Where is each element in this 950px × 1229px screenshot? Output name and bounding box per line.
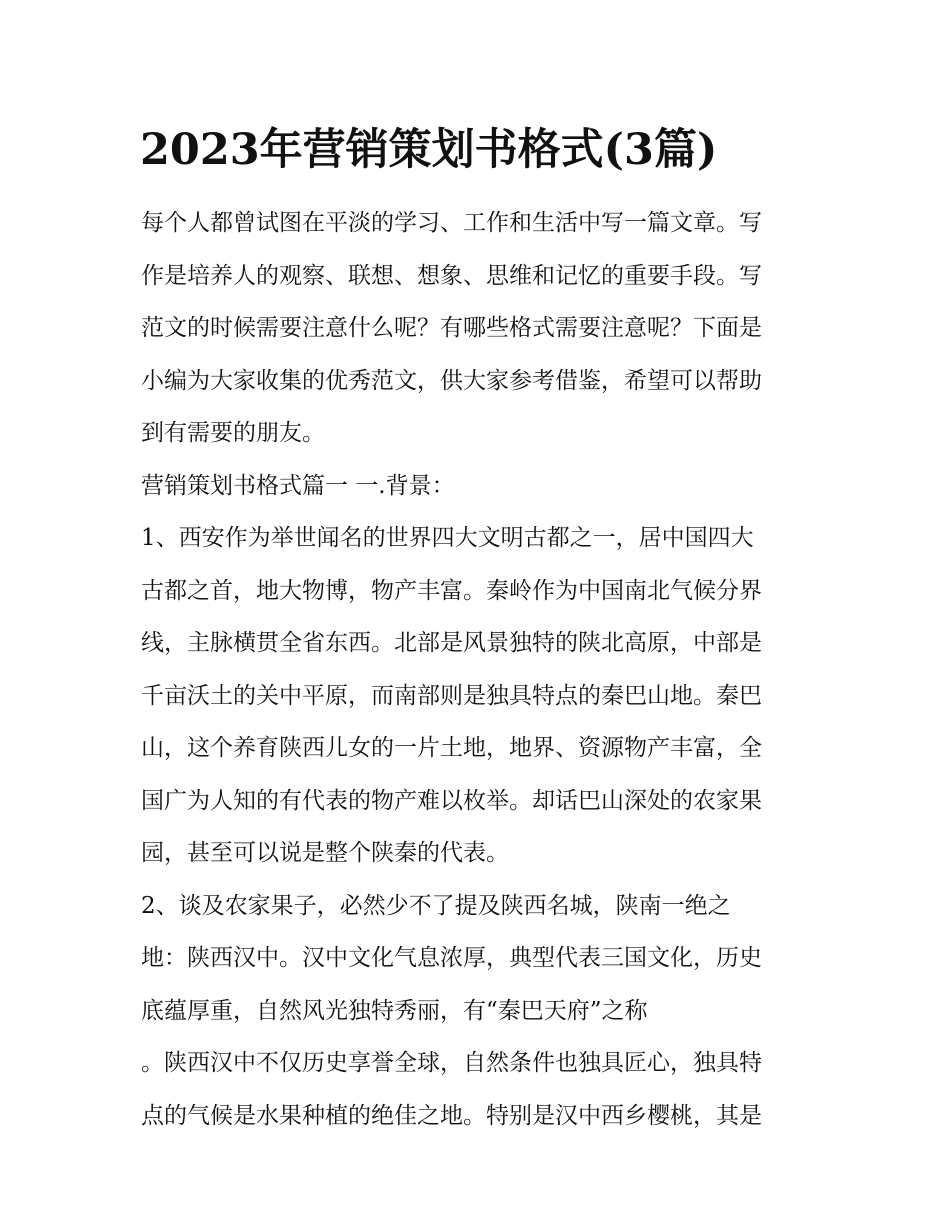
body-line: 每个人都曾试图在平淡的学习、工作和生活中写一篇文章。写 — [141, 210, 762, 236]
body-line: 2、谈及农家果子，必然少不了提及陕西名城，陕南一绝之 — [141, 892, 731, 919]
body-line: 1、西安作为举世闻名的世界四大文明古都之一，居中国四大 — [141, 525, 754, 551]
body-line: 到有需要的朋友。 — [141, 420, 325, 446]
body-line: 底蕴厚重，自然风光独特秀丽，有“秦巴天府”之称 — [141, 997, 648, 1024]
body-line: 地：陕西汉中。汉中文化气息浓厚，典型代表三国文化，历史 — [141, 945, 762, 971]
body-line: 山，这个养育陕西儿女的一片土地，地界、资源物产丰富，全 — [141, 735, 762, 761]
body-line: 小编为大家收集的优秀范文，供大家参考借鉴，希望可以帮助 — [141, 367, 762, 394]
body-line: 千亩沃土的关中平原，而南部则是独具特点的秦巴山地。秦巴 — [141, 682, 762, 709]
document-title: 2023年营销策划书格式(3篇) — [140, 125, 718, 175]
document-body — [141, 202, 821, 1147]
body-line: 范文的时候需要注意什么呢？有哪些格式需要注意呢？下面是 — [141, 315, 762, 341]
body-line: 作是培养人的观察、联想、想象、思维和记忆的重要手段。写 — [141, 262, 762, 289]
section-heading-line: 营销策划书格式篇一 一.背景： — [141, 472, 455, 499]
body-line: 古都之首，地大物博，物产丰富。秦岭作为中国南北气候分界 — [141, 577, 762, 604]
body-line: 园，甚至可以说是整个陕秦的代表。 — [141, 840, 509, 866]
body-line: 国广为人知的有代表的物产难以枚举。却话巴山深处的农家果 — [141, 787, 762, 814]
body-line: 点的气候是水果种植的绝佳之地。特别是汉中西乡樱桃，其是 — [141, 1102, 762, 1129]
body-line: 。陕西汉中不仅历史享誉全球，自然条件也独具匠心，独具特 — [141, 1050, 762, 1076]
body-line: 线，主脉横贯全省东西。北部是风景独特的陕北高原，中部是 — [141, 630, 762, 656]
